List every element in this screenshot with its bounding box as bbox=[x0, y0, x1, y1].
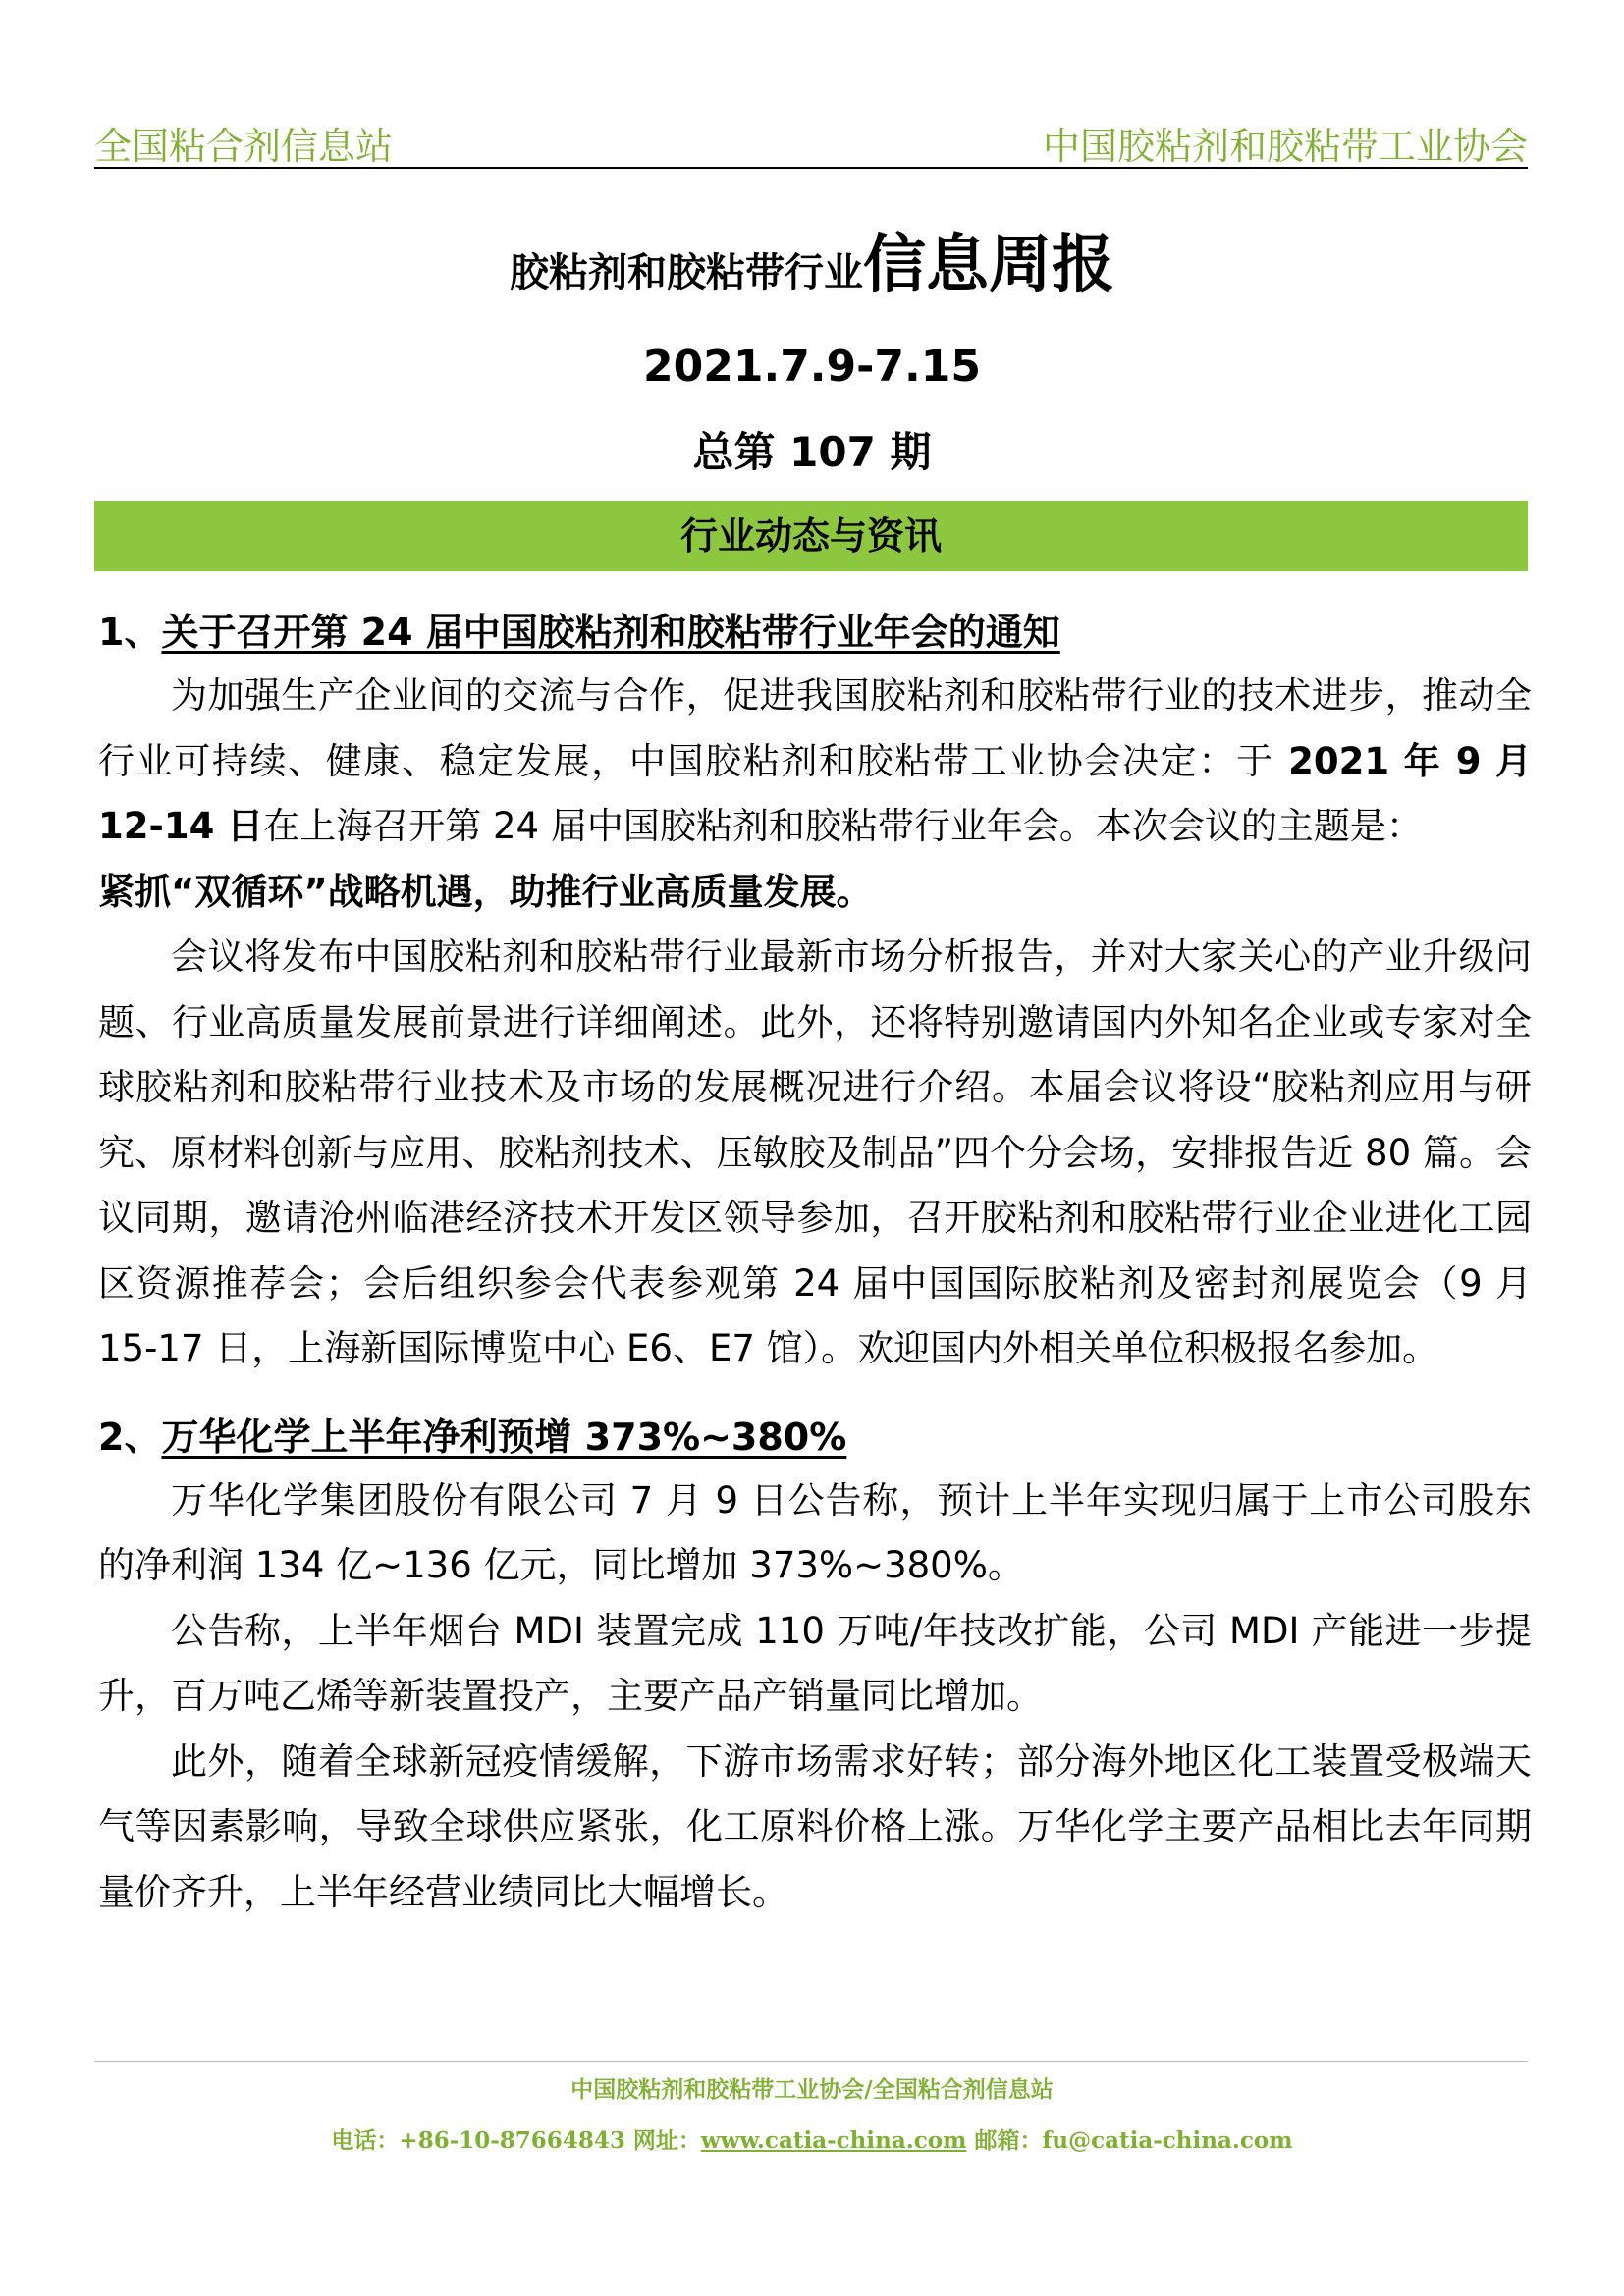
footer-email[interactable]: fu@catia-china.com bbox=[1042, 2127, 1293, 2154]
report-issue-number: 总第 107 期 bbox=[692, 428, 932, 476]
report-title-main: 信息周报 bbox=[863, 229, 1114, 301]
footer-divider bbox=[94, 2061, 1528, 2062]
footer-organization: 中国胶粘剂和胶粘带工业协会/全国粘合剂信息站 bbox=[570, 2076, 1054, 2103]
article-2-paragraph-2: 公告称，上半年烟台 MDI 装置完成 110 万吨/年技改扩能，公司 MDI 产能进一步提升，百万吨乙烯等新装置投产，主要产品产销量同比增加。 bbox=[98, 1609, 1532, 1717]
article-1-p1-text-b: 在上海召开第 24 届中国胶粘剂和胶粘带行业年会。本次会议的主题是： bbox=[263, 805, 1423, 847]
header-right-association-name: 中国胶粘剂和胶粘带工业协会 bbox=[1042, 125, 1528, 168]
footer-website-link[interactable]: www.catia-china.com bbox=[700, 2127, 967, 2154]
report-title-prefix: 胶粘剂和胶粘带行业 bbox=[510, 250, 863, 295]
report-date-range: 2021.7.9-7.15 bbox=[643, 342, 981, 392]
article-1-paragraph-2: 会议将发布中国胶粘剂和胶粘带行业最新市场分析报告，并对大家关心的产业升级问题、行业高质量发展前景进行详细阐述。此外，还将特别邀请国内外知名企业或专家对全球胶粘剂和胶粘带行业技术及市场的发展概况进行介绍。本届会议将设“胶粘剂应用与研究、原材料创新与应用、胶粘剂技术、压敏胶及制品”四个分会场，安排报告近 80 篇。会议同期，邀请沧州临港经济技术开发区领导参加，召开胶粘剂和胶粘带行业企业进化工园区资源推荐会；会后组织参会代表参观第 24 届中国国际胶粘剂及密封剂展览会（9 月 15-17 日，上海新国际博览中心 E6、E7 馆）。欢迎国内外相关单位积极报名参加。 bbox=[98, 935, 1532, 1369]
article-2-paragraph-1: 万华化学集团股份有限公司 7 月 9 日公告称，预计上半年实现归属于上市公司股东的净利润 134 亿~136 亿元，同比增加 373%~380%。 bbox=[98, 1478, 1532, 1586]
article-1-p1-text-a: 为加强生产企业间的交流与合作，促进我国胶粘剂和胶粘带行业的技术进步，推动全行业可持续、健康、稳定发展，中国胶粘剂和胶粘带工业协会决定：于 bbox=[98, 674, 1532, 782]
footer-contact bbox=[0, 2122, 1624, 2155]
article-content bbox=[98, 601, 1532, 1925]
article-2-heading-text: 万华化学上半年净利预增 373%~380% bbox=[161, 1415, 847, 1459]
section-band: 行业动态与资讯 bbox=[94, 501, 1528, 571]
article-2-paragraph-3: 此外，随着全球新冠疫情缓解，下游市场需求好转；部分海外地区化工装置受极端天气等因素影响，导致全球供应紧张，化工原料价格上涨。万华化学主要产品相比去年同期量价齐升，上半年经营业绩同比大幅增长。 bbox=[98, 1739, 1532, 1913]
report-title bbox=[0, 214, 1624, 304]
article-1-paragraph-1 bbox=[98, 664, 1532, 925]
article-1-heading-text: 关于召开第 24 届中国胶粘剂和胶粘带行业年会的通知 bbox=[161, 611, 1060, 654]
article-1-number: 1、 bbox=[98, 611, 162, 654]
article-2-number: 2、 bbox=[98, 1415, 162, 1459]
article-1-heading bbox=[98, 601, 1532, 664]
header-divider bbox=[94, 167, 1528, 169]
section-gap bbox=[98, 1382, 1532, 1406]
article-1-p1-theme: 紧抓“双循环”战略机遇，助推行业高质量发展。 bbox=[98, 870, 873, 913]
header-left-site-name: 全国粘合剂信息站 bbox=[94, 125, 394, 168]
article-2-heading bbox=[98, 1406, 1532, 1468]
footer-phone: 电话：+86-10-87664843 网址： bbox=[331, 2127, 701, 2154]
footer-email-label: 邮箱： bbox=[966, 2127, 1043, 2154]
article-1-p1-date: 2021 年 9 月 12-14 日 bbox=[98, 739, 1533, 847]
